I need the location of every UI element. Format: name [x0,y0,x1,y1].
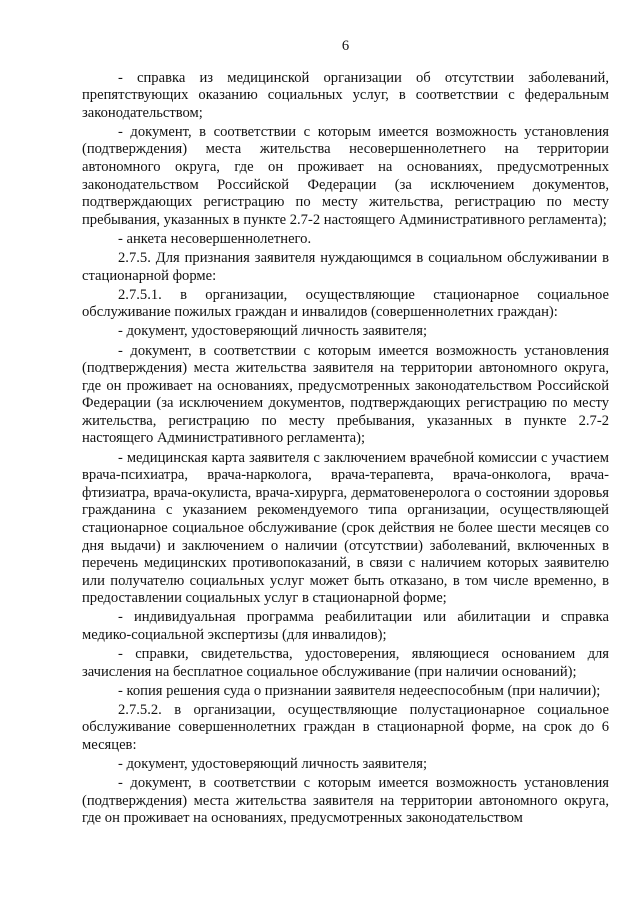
page-number: 6 [341,38,350,54]
paragraph-medical-card: - медицинская карта заявителя с заключением врачебной комиссии с участием врача-психиатра, врача-нарколога, врача-терапевта, врача-онколога, врача-фтизиатра, врача-окулиста, врача-хирурга, дерматовенеролога о состоянии здоровья гражданина с указанием рекомендуемого типа организации, осуществляющей стационарное социальное обслуживание (срок действия не более шести месяцев со дня выдачи) и заключением о наличии (отсутствии) заболеваний, включенных в перечень медицинских противопоказаний, в связи с наличием которых заявителю или получателю социальных услуг может быть отказано, в том числе временно, в предоставлении социальных услуг в стационарной форме; [82,449,609,607]
paragraph-certificates: - справки, свидетельства, удостоверения, являющиеся основанием для зачисления на бесплатное социальное обслуживание (при наличии оснований); [82,646,609,680]
paragraph-medical-certificate: - справка из медицинской организации об отсутствии заболеваний, препятствующих оказанию социальных услуг, в соответствии с федеральным законодательством; [82,69,609,121]
paragraph-section-2-7-5-2: 2.7.5.2. в организации, осуществляющие полустационарное социальное обслуживание совершеннолетних граждан в стационарной форме, на срок до 6 месяцев: [82,701,609,754]
paragraph-section-2-7-5: 2.7.5. Для признания заявителя нуждающимся в социальном обслуживании в стационарной форме: [82,250,609,284]
paragraph-residence-document-minor: - документ, в соответствии с которым имеется возможность установления (подтверждения) места жительства несовершеннолетнего на территории автономного округа, где он проживает на основаниях, предусмотренных законодательством Российской Федерации (за исключением документов, подтверждающих регистрацию по месту жительства, регистрацию по месту пребывания, указанных в пункте 2.7-2 настоящего Административного регламента); [82,123,609,228]
paragraph-minor-questionnaire: - анкета несовершеннолетнего. [118,230,312,247]
paragraph-residence-document-2: - документ, в соответствии с которым имеется возможность установления (подтверждения) места жительства заявителя на территории автономного округа, где он проживает на основаниях, предусмотренных законодательством [82,775,609,827]
paragraph-section-2-7-5-1: 2.7.5.1. в организации, осуществляющие стационарное социальное обслуживание пожилых граждан и инвалидов (совершеннолетних граждан): [82,286,609,321]
paragraph-identity-document-2: - документ, удостоверяющий личность заявителя; [118,756,428,773]
paragraph-rehabilitation-program: - индивидуальная программа реабилитации или абилитации и справка медико-социальной экспертизы (для инвалидов); [82,609,609,643]
paragraph-residence-document: - документ, в соответствии с которым имеется возможность установления (подтверждения) места жительства заявителя на территории автономного округа, где он проживает на основаниях, предусмотренных законодательством Российской Федерации (за исключением документов, подтверждающих регистрацию по месту жительства, регистрацию по месту пребывания, указанных в пункте 2.7-2 настоящего Административного регламента); [82,342,609,447]
paragraph-court-decision: - копия решения суда о признании заявителя недееспособным (при наличии); [118,682,601,699]
paragraph-identity-document: - документ, удостоверяющий личность заявителя; [118,323,428,340]
